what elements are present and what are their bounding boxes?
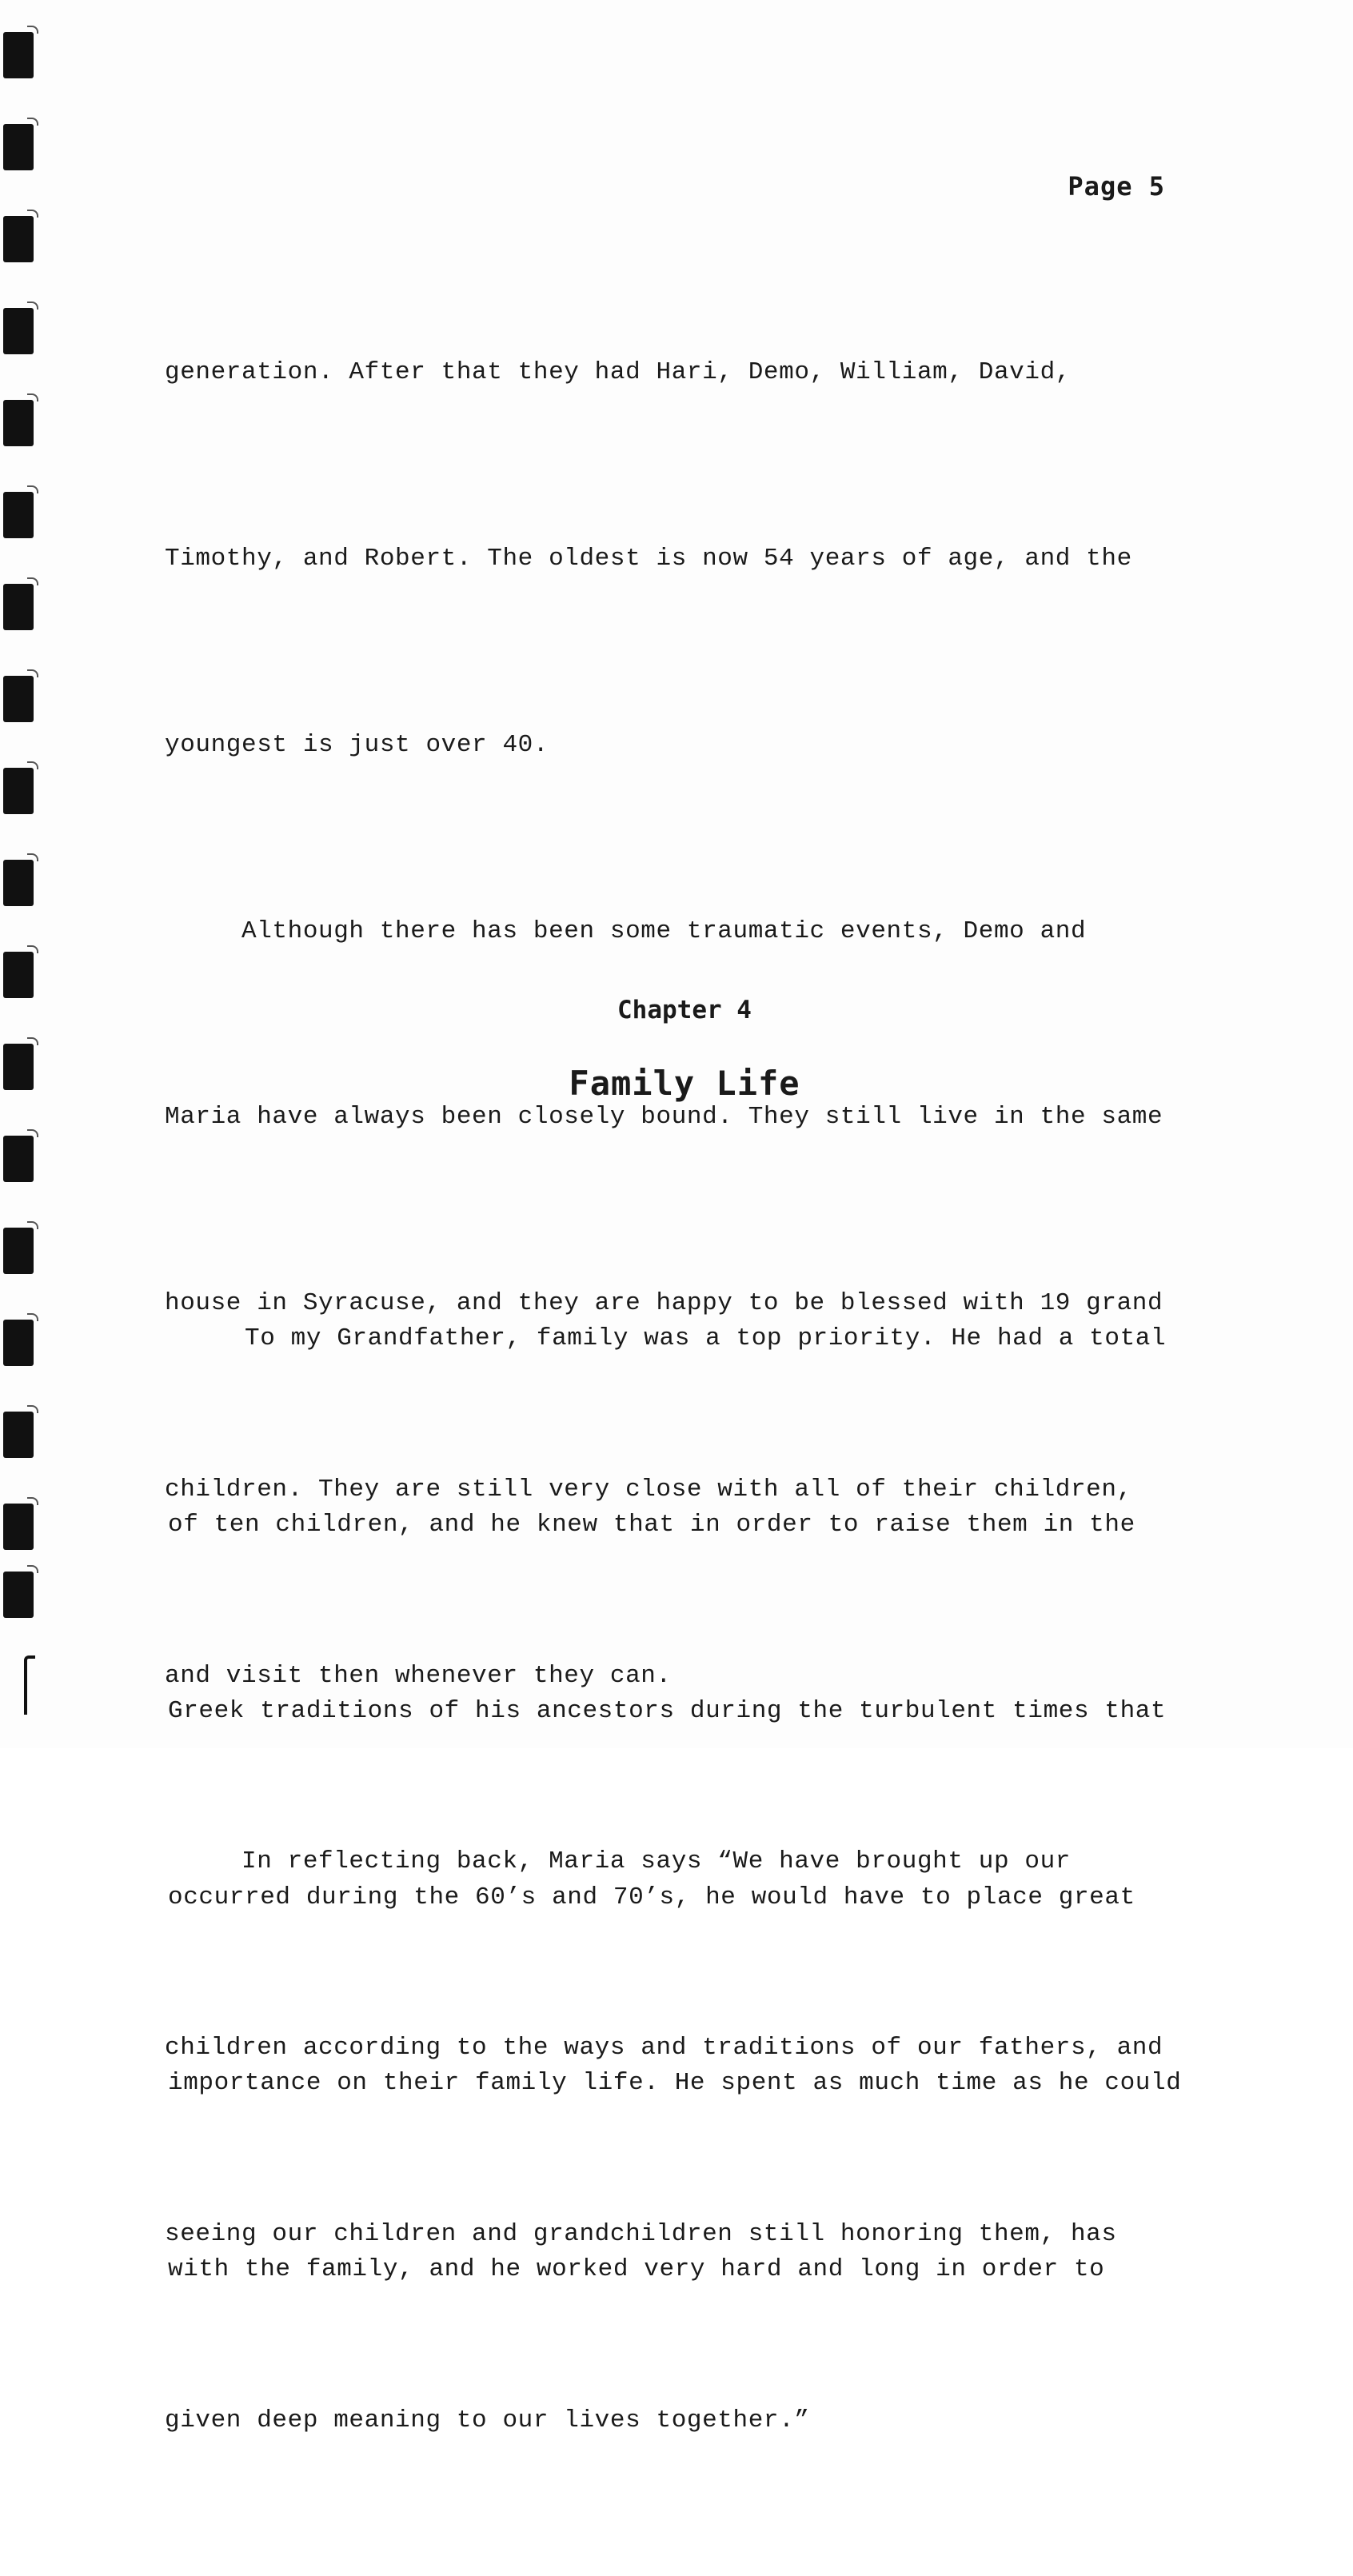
binding-hole (3, 216, 34, 262)
binding-hole (3, 124, 34, 170)
text-line: To my Grandfather, family was a top priority. He had a total (168, 1324, 1167, 1353)
binding-hole (3, 1228, 34, 1274)
binding-hole (3, 1412, 34, 1458)
text-line: of ten children, and he knew that in order to raise them in the (168, 1510, 1135, 1539)
text-line: given deep meaning to our lives together.” (165, 2406, 810, 2434)
spiral-binding (0, 0, 42, 1748)
chapter-title: Family Life (569, 1064, 800, 1103)
text-line: house in Syracuse, and they are happy to be blessed with 19 grand (165, 1289, 1163, 1318)
text-line: with the family, and he worked very hard and long in order to (168, 2255, 1105, 2284)
binding-ring-end (24, 1655, 35, 1715)
body-text-after-chapter (168, 1184, 1207, 2425)
text-line: In reflecting back, Maria says “We have brought up our (165, 1847, 1071, 1876)
text-line: and visit then whenever they can. (165, 1661, 672, 1690)
text-line: Maria have always been closely bound. They still live in the same (165, 1103, 1163, 1132)
binding-hole (3, 308, 34, 354)
binding-hole (3, 768, 34, 814)
text-line: generation. After that they had Hari, Demo, William, David, (165, 358, 1071, 387)
binding-hole (3, 676, 34, 722)
binding-hole (3, 1572, 34, 1618)
binding-hole (3, 400, 34, 446)
binding-hole (3, 1320, 34, 1366)
binding-hole (3, 952, 34, 998)
binding-hole (3, 492, 34, 538)
page-number: Page 5 (1068, 171, 1165, 202)
text-line: children. They are still very close with all of their children, (165, 1475, 1132, 1504)
binding-hole (3, 584, 34, 630)
binding-hole (3, 860, 34, 906)
binding-hole (3, 32, 34, 78)
text-line: Although there has been some traumatic events, Demo and (165, 917, 1087, 945)
text-line: Greek traditions of his ancestors during the turbulent times that (168, 1696, 1167, 1725)
text-line: Timothy, and Robert. The oldest is now 54 years of age, and the (165, 544, 1132, 573)
binding-hole (3, 1504, 34, 1550)
chapter-number: Chapter 4 (617, 996, 752, 1024)
text-line: occurred during the 60’s and 70’s, he would have to place great (168, 1883, 1135, 1911)
text-line: seeing our children and grandchildren still honoring them, has (165, 2220, 1117, 2248)
text-line: youngest is just over 40. (165, 730, 549, 759)
text-line: children according to the ways and traditions of our fathers, and (165, 2034, 1163, 2063)
binding-hole (3, 1136, 34, 1182)
text-line: importance on their family life. He spent as much time as he could (168, 2069, 1182, 2098)
